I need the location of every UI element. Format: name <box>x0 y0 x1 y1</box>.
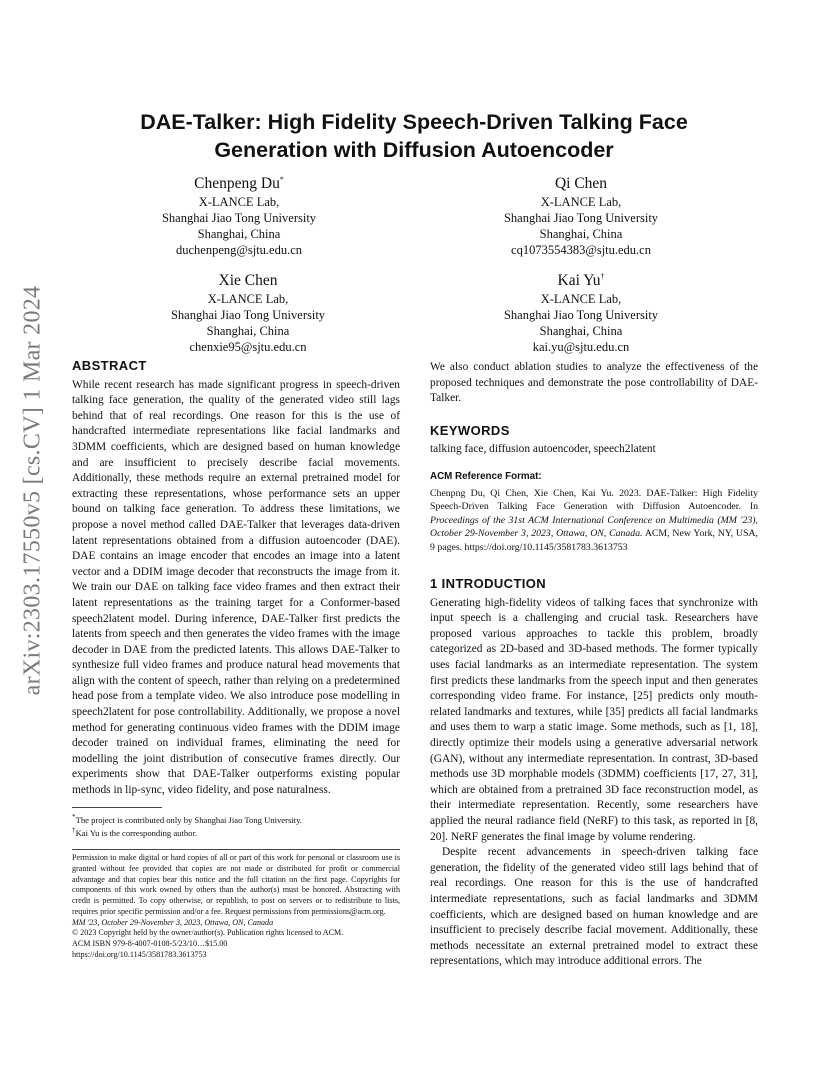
venue-line: MM '23, October 29-November 3, 2023, Ottawa, ON, Canada <box>72 917 274 927</box>
arxiv-sidebar <box>8 285 58 695</box>
author-lab: X-LANCE Lab, <box>540 292 622 307</box>
author-university: Shanghai Jiao Tong University <box>503 308 659 323</box>
acm-reference-text: Chenpng Du, Qi Chen, Xie Chen, Kai Yu. 2023. DAE-Talker: High Fidelity Speech-Driven Talking Face Generation with Diffusion Autoencoder. In Proceedings of the 31st ACM International Conference on Multimedia (MM '23), October 29-November 3, 2023, Ottawa, ON, Canada. ACM, New York, NY, USA, 9 pages. https://doi.org/10.1145/3581783.3613753 <box>430 487 758 553</box>
right-column <box>430 360 758 970</box>
footnote: †Kai Yu is the corresponding author. <box>72 826 197 839</box>
author-footnote-mark: * <box>279 175 284 184</box>
copyright-line: © 2023 Copyright held by the owner/author(s). Publication rights licensed to ACM. <box>72 928 344 938</box>
author-lab: X-LANCE Lab, <box>540 195 622 210</box>
author-email: duchenpeng@sjtu.edu.cn <box>175 243 303 258</box>
author-lab: X-LANCE Lab, <box>198 195 280 210</box>
author-name: Xie Chen <box>218 272 278 290</box>
paper-title-line-2: Generation with Diffusion Autoencoder <box>214 138 614 162</box>
paper-title-line-1: DAE-Talker: High Fidelity Speech-Driven Talking Face <box>140 110 688 134</box>
author-block <box>103 267 393 355</box>
author-footnote-mark: † <box>600 272 605 281</box>
keywords-text: talking face, diffusion autoencoder, speech2latent <box>430 443 656 456</box>
isbn-line: ACM ISBN 979-8-4007-0108-5/23/10…$15.00 <box>72 938 228 948</box>
author-lab: X-LANCE Lab, <box>207 292 289 307</box>
author-email: chenxie95@sjtu.edu.cn <box>189 340 307 355</box>
abstract-continuation: We also conduct ablation studies to analyze the effectiveness of the proposed techniques and demonstrate the pose controllability of DAE-Talker. <box>430 361 758 405</box>
author-block <box>94 170 384 258</box>
author-location: Shanghai, China <box>539 324 623 339</box>
author-name: Qi Chen <box>554 175 608 193</box>
author-footnotes <box>72 807 302 840</box>
author-university: Shanghai Jiao Tong University <box>503 211 659 226</box>
keywords-heading: KEYWORDS <box>430 422 510 438</box>
author-location: Shanghai, China <box>206 324 290 339</box>
footnote: *The project is contributed only by Shanghai Jiao Tong University. <box>72 812 302 825</box>
author-name: Kai Yu† <box>557 272 605 290</box>
acm-reference-label: ACM Reference Format: <box>430 470 542 482</box>
author-university: Shanghai Jiao Tong University <box>170 308 326 323</box>
introduction-paragraph-1: Generating high-fidelity videos of talking faces that synchronize with input speech is a challenging and crucial task. Researchers have proposed various approaches to tackle this problem, broadly categorized as 2D-based and 3D-based methods. The former typically uses facial landmarks as an intermediate representation. The system first predicts these landmarks from the speech input and then generates corresponding video frame. For instance, [25] predicts only mouth-related landmarks and textures, while [35] predicts all facial landmarks and uses them to warp a static image. Some methods, such as [1, 18], directly optimize their models using a generative adversarial network (GAN), without any intermediate representation. In contrast, 3D-based methods use 3D morphable models (3DMM) coefficients [17, 27, 31], which are obtained from a pretrained 3D face reconstruction model, as their intermediate representation. Recently, some researchers have applied the neural radiance field (NeRF) to this task, as reported in [8, 20]. NeRF generates the final image by volume rendering. <box>430 596 758 843</box>
author-block <box>436 267 726 355</box>
author-university: Shanghai Jiao Tong University <box>161 211 317 226</box>
author-name: Chenpeng Du* <box>194 175 284 193</box>
author-location: Shanghai, China <box>539 227 623 242</box>
left-column <box>72 358 400 960</box>
author-block <box>436 170 726 258</box>
abstract-heading: ABSTRACT <box>72 358 147 373</box>
paper-title <box>90 108 738 164</box>
introduction-paragraph-2: Despite recent advancements in speech-driven talking face generation, the fidelity of the generated video still lags behind that of real recordings. One reason for this is the use of handcrafted intermediate representations, such as facial landmarks and 3DMM coefficients, which are designed based on human knowledge and are insufficient to precisely describe facial movement. Additionally, these methods necessitate an external pretrained model to extract these representations, which may introduce additional errors. The <box>430 846 758 968</box>
arxiv-identifier: arXiv:2303.17550v5 [cs.CV] 1 Mar 2024 <box>19 285 46 695</box>
acm-reference-block <box>430 469 758 554</box>
introduction-heading: 1 INTRODUCTION <box>430 576 547 592</box>
author-email: cq1073554383@sjtu.edu.cn <box>511 243 651 258</box>
permission-notice <box>72 849 400 960</box>
permission-text: Permission to make digital or hard copies of all or part of this work for personal or classroom use is granted without fee provided that copies are not made or distributed for profit or commercial advantage and that copies bear this notice and the full citation on the first page. Copyrights for components of this work owned by others than the author(s) must be honored. Abstracting with credit is permitted. To copy otherwise, or republish, to post on servers or to redistribute to lists, requires prior specific permission and/or a fee. Request permissions from permissions@acm.org. <box>72 853 400 916</box>
abstract-text: While recent research has made significant progress in speech-driven talking face generation, the quality of the generated video still lags behind that of real recordings. One reason for this is the use of handcrafted intermediate representations like facial landmarks and 3DMM coefficients, which are designed based on human knowledge and are insufficient to precisely describe facial movements. Additionally, these methods require an external pretrained model for extracting these representations, whose performance sets an upper bound on talking face generation. To address these limitations, we propose a novel method called DAE-Talker that leverages data-driven latent representations obtained from a diffusion autoencoder (DAE). DAE contains an image encoder that encodes an image into a latent vector and a DDIM image decoder that reconstructs the image from it. We train our DAE on talking face video frames and then extract their latent representations as the training target for a Conformer-based speech2latent model. During inference, DAE-Talker first predicts the latents from speech and then generates the video frames with the image decoder in DAE from the predicted latents. This allows DAE-Talker to synthesize full video frames and produce natural head movements that align with the content of speech, rather than relying on a predetermined head pose from a template video. We also introduce pose modelling in speech2latent for pose controllability. Additionally, we propose a novel method for generating continuous video frames with the DDIM image decoder trained on individual frames, eliminating the need for modelling the joint distribution of consecutive frames directly. Our experiments show that DAE-Talker outperforms existing popular methods in lip-sync, video fidelity, and pose naturalness. <box>72 378 400 797</box>
author-email: kai.yu@sjtu.edu.cn <box>532 340 630 355</box>
author-location: Shanghai, China <box>197 227 281 242</box>
doi-line: https://doi.org/10.1145/3581783.3613753 <box>72 949 207 959</box>
